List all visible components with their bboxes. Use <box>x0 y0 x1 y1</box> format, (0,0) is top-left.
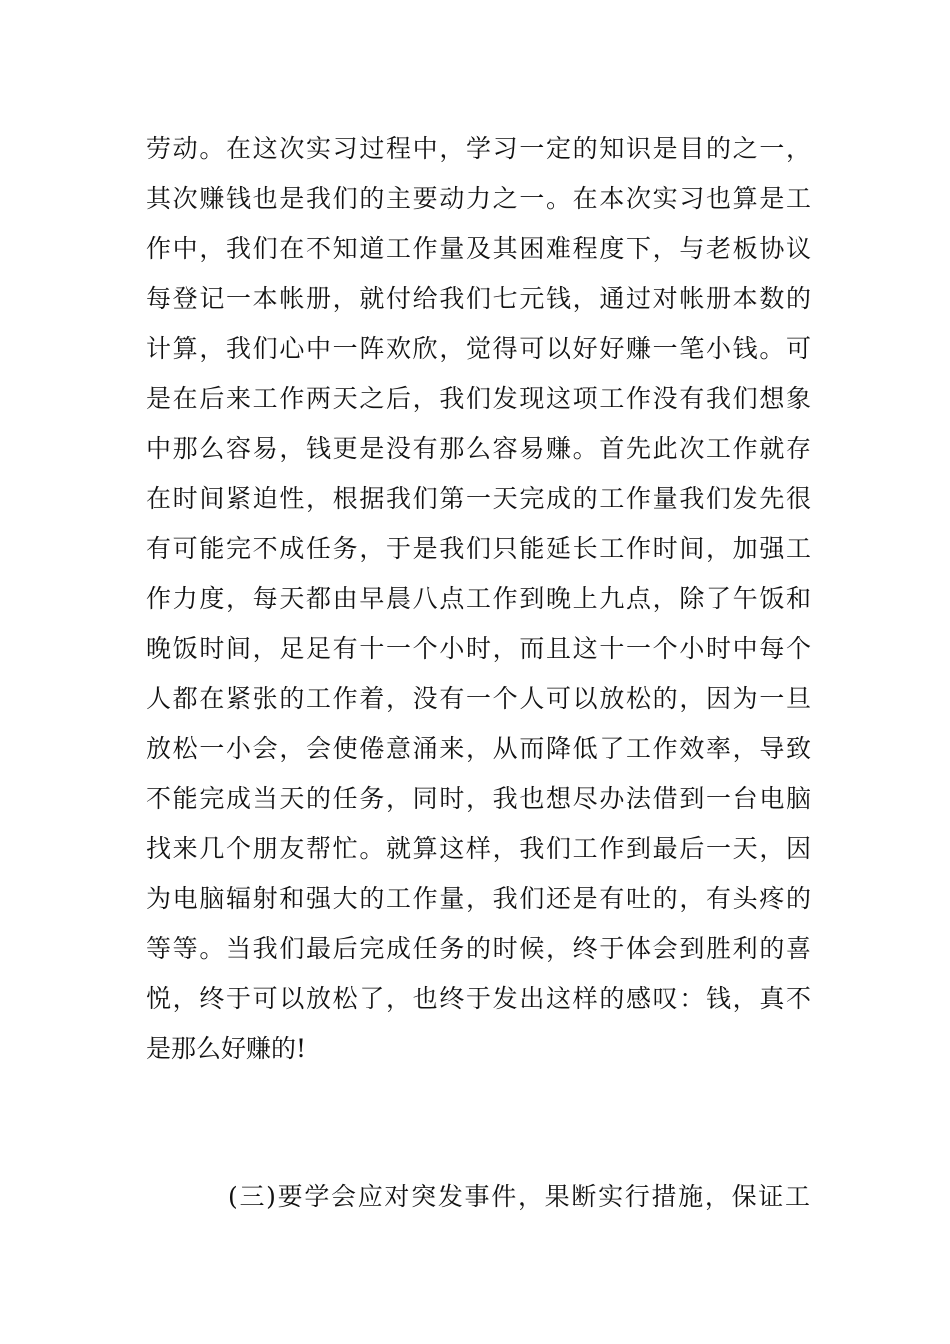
paragraph-line: 人都在紧张的工作着，没有一个人可以放松的，因为一旦 <box>146 684 811 713</box>
paragraph-line: 为电脑辐射和强大的工作量，我们还是有吐的，有头疼的 <box>146 884 811 913</box>
paragraph-line: 找来几个朋友帮忙。就算这样，我们工作到最后一天，因 <box>146 834 811 863</box>
section-heading: (三)要学会应对突发事件，果断实行措施，保证工 <box>228 1182 810 1211</box>
paragraph-line: 放松一小会，会使倦意涌来，从而降低了工作效率，导致 <box>146 734 811 763</box>
paragraph-line: 作力度，每天都由早晨八点工作到晚上九点，除了午饭和 <box>146 584 811 613</box>
paragraph-line: 劳动。在这次实习过程中，学习一定的知识是目的之一， <box>146 134 811 163</box>
paragraph-line: 在时间紧迫性，根据我们第一天完成的工作量我们发先很 <box>146 484 811 513</box>
paragraph-line: 计算，我们心中一阵欢欣，觉得可以好好赚一笔小钱。可 <box>146 334 811 363</box>
paragraph-line: 其次赚钱也是我们的主要动力之一。在本次实习也算是工 <box>146 184 811 213</box>
paragraph-line: 作中，我们在不知道工作量及其困难程度下，与老板协议 <box>146 234 811 263</box>
paragraph-line: 晚饭时间，足足有十一个小时，而且这十一个小时中每个 <box>146 634 811 663</box>
paragraph-line: 等等。当我们最后完成任务的时候，终于体会到胜利的喜 <box>146 934 811 963</box>
paragraph-line: 悦，终于可以放松了，也终于发出这样的感叹：钱，真不 <box>146 984 811 1013</box>
paragraph-line: 是在后来工作两天之后，我们发现这项工作没有我们想象 <box>146 384 811 413</box>
body-paragraph <box>146 124 811 1074</box>
paragraph-line: 每登记一本帐册，就付给我们七元钱，通过对帐册本数的 <box>146 284 811 313</box>
paragraph-line: 中那么容易，钱更是没有那么容易赚。首先此次工作就存 <box>146 434 811 463</box>
paragraph-line: 不能完成当天的任务，同时，我也想尽办法借到一台电脑 <box>146 784 811 813</box>
paragraph-line: 有可能完不成任务，于是我们只能延长工作时间，加强工 <box>146 534 811 563</box>
paragraph-line: 是那么好赚的! <box>146 1034 307 1063</box>
